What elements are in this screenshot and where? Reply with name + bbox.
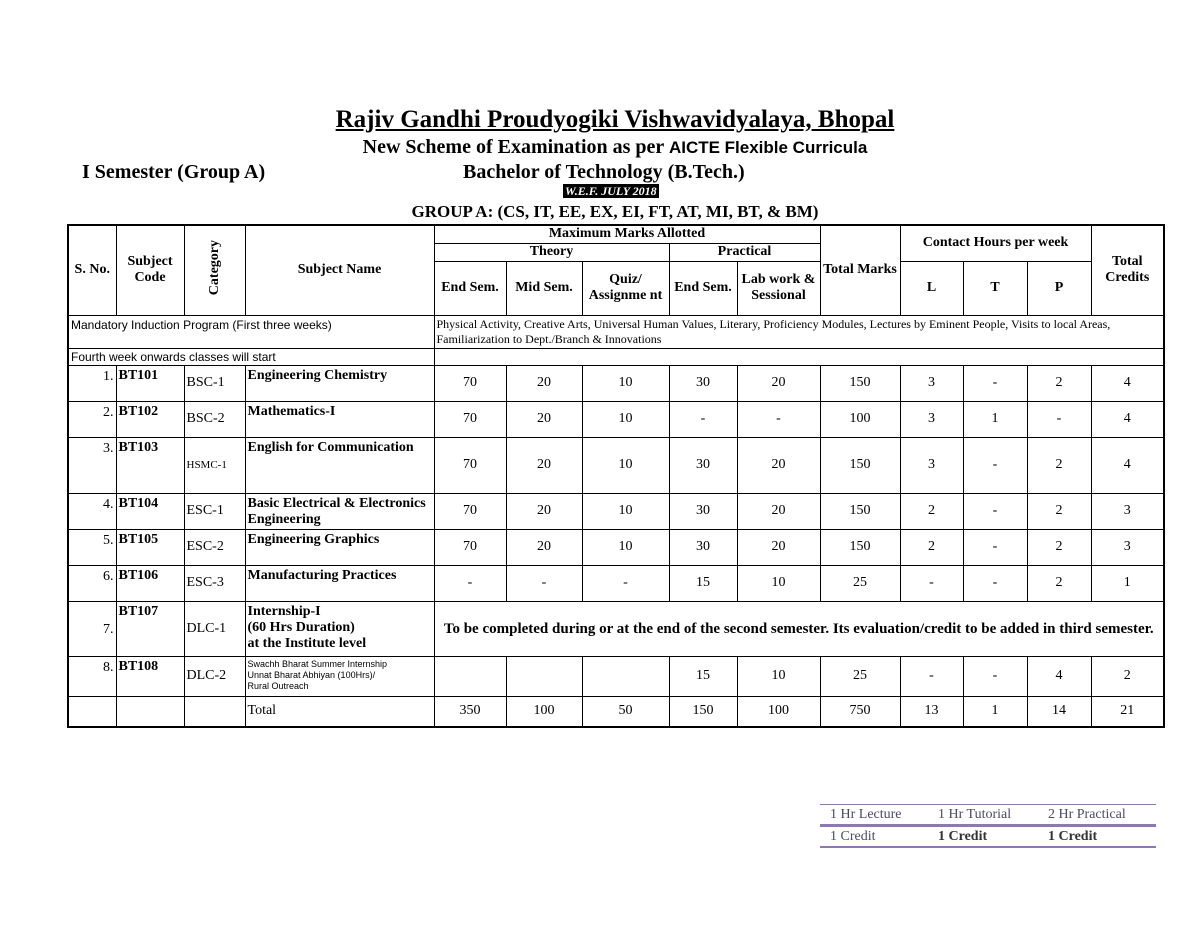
table-row — [68, 365, 1164, 401]
total-end-sem: 350 — [434, 696, 506, 727]
row-P: 2 — [1027, 437, 1091, 493]
scheme-subtitle — [0, 136, 1200, 159]
total-cat-empty — [184, 696, 245, 727]
swachh-line1: Swachh Bharat Summer Internship — [247, 658, 388, 669]
row-L: 2 — [900, 529, 963, 565]
row-L: 3 — [900, 401, 963, 437]
row-code: BT104 — [116, 493, 184, 529]
row-category: ESC-2 — [184, 529, 245, 565]
row-credits: 2 — [1091, 656, 1164, 696]
header-T: T — [963, 261, 1027, 315]
header-theory: Theory — [434, 243, 669, 261]
row-code: BT106 — [116, 565, 184, 601]
row-total-marks: 150 — [820, 493, 900, 529]
row-quiz: - — [582, 565, 669, 601]
row-mid-sem — [506, 656, 582, 696]
row-lab-work: 10 — [737, 565, 820, 601]
row-lab-work: - — [737, 401, 820, 437]
legend-credit-lecture: 1 Credit — [820, 826, 928, 848]
internship-name-line2: (60 Hrs Duration) — [247, 619, 355, 635]
row-P: 2 — [1027, 493, 1091, 529]
row-L: - — [900, 565, 963, 601]
row-code: BT101 — [116, 365, 184, 401]
total-sno-empty — [68, 696, 116, 727]
header-P: P — [1027, 261, 1091, 315]
row-L: - — [900, 656, 963, 696]
total-lab-work: 100 — [737, 696, 820, 727]
row-L: 3 — [900, 365, 963, 401]
table-row — [68, 401, 1164, 437]
row-lab-work: 20 — [737, 437, 820, 493]
row-sno: 3. — [68, 437, 116, 493]
university-title: Rajiv Gandhi Proudyogiki Vishwavidyalaya, Bhopal — [335, 106, 895, 133]
row-L: 3 — [900, 437, 963, 493]
row-mid-sem: - — [506, 565, 582, 601]
row-lab-work: 10 — [737, 656, 820, 696]
row-end-sem: 70 — [434, 437, 506, 493]
row-total-marks: 150 — [820, 529, 900, 565]
scheme-main: New Scheme of Examination as per — [362, 136, 664, 158]
row-total-marks: 25 — [820, 656, 900, 696]
row-practical-end: 30 — [669, 365, 737, 401]
total-mid-sem: 100 — [506, 696, 582, 727]
row-subject: English for Communication — [245, 437, 434, 493]
total-T: 1 — [963, 696, 1027, 727]
row-lab-work: 20 — [737, 529, 820, 565]
row-total-marks: 100 — [820, 401, 900, 437]
scheme-tail: AICTE Flexible Curricula — [668, 138, 868, 157]
row-subject: Engineering Chemistry — [245, 365, 434, 401]
total-L: 13 — [900, 696, 963, 727]
row-lab-work: 20 — [737, 493, 820, 529]
swachh-line2: Unnat Bharat Abhiyan (100Hrs)/ — [247, 669, 376, 680]
header-mid-sem: Mid Sem. — [506, 261, 582, 315]
row-credits: 1 — [1091, 565, 1164, 601]
row-code: BT102 — [116, 401, 184, 437]
row-code: BT103 — [116, 437, 184, 493]
header-max-marks: Maximum Marks Allotted — [434, 225, 820, 243]
row-T: - — [963, 529, 1027, 565]
row-credits: 3 — [1091, 529, 1164, 565]
row-practical-end: 30 — [669, 437, 737, 493]
row-end-sem — [434, 656, 506, 696]
table-row — [68, 656, 1164, 696]
row-code: BT105 — [116, 529, 184, 565]
row-T: - — [963, 656, 1027, 696]
header-quiz: Quiz/ Assignme nt — [582, 261, 669, 315]
category-vertical-label: Category — [206, 240, 222, 296]
total-code-empty — [116, 696, 184, 727]
legend-practical: 2 Hr Practical — [1038, 805, 1156, 826]
swachh-line3: Rural Outreach — [247, 680, 309, 691]
row-T: - — [963, 437, 1027, 493]
table-row — [68, 565, 1164, 601]
row-credits: 4 — [1091, 401, 1164, 437]
header-subject-name: Subject Name — [245, 225, 434, 315]
legend-credit-practical: 1 Credit — [1038, 826, 1156, 848]
header-practical: Practical — [669, 243, 820, 261]
table-row — [68, 601, 1164, 656]
total-credits: 21 — [1091, 696, 1164, 727]
scheme-table — [67, 224, 1165, 728]
row-mid-sem: 20 — [506, 365, 582, 401]
row-P: 4 — [1027, 656, 1091, 696]
header-end-sem: End Sem. — [434, 261, 506, 315]
row-P: 2 — [1027, 565, 1091, 601]
row-end-sem: 70 — [434, 493, 506, 529]
group-heading: GROUP A: (CS, IT, EE, EX, EI, FT, AT, MI, BT, & BM) — [411, 202, 819, 221]
row-practical-end: 15 — [669, 565, 737, 601]
header-L: L — [900, 261, 963, 315]
row-category: DLC-1 — [184, 601, 245, 656]
row-quiz: 10 — [582, 493, 669, 529]
row-mid-sem: 20 — [506, 401, 582, 437]
legend-tutorial: 1 Hr Tutorial — [928, 805, 1038, 826]
row-code: BT108 — [116, 656, 184, 696]
row-sno: 5. — [68, 529, 116, 565]
header-lab-work: Lab work & Sessional — [737, 261, 820, 315]
row-sno: 4. — [68, 493, 116, 529]
fourth-week-empty — [434, 348, 1164, 365]
induction-program-details: Physical Activity, Creative Arts, Universal Human Values, Literary, Proficiency Modules, Lectures by Eminent People, Visits to local Areas, Familiarization to Dept./Branch & Innovations — [434, 315, 1164, 348]
row-end-sem: - — [434, 565, 506, 601]
row-P: 2 — [1027, 365, 1091, 401]
header-contact-hours: Contact Hours per week — [900, 225, 1091, 261]
fourth-week-note: Fourth week onwards classes will start — [68, 348, 434, 365]
table-row — [68, 493, 1164, 529]
row-category: HSMC-1 — [184, 437, 245, 493]
row-end-sem: 70 — [434, 365, 506, 401]
header-sno: S. No. — [68, 225, 116, 315]
credit-legend — [820, 804, 1156, 848]
row-mid-sem: 20 — [506, 437, 582, 493]
row-practical-end: - — [669, 401, 737, 437]
total-quiz: 50 — [582, 696, 669, 727]
row-T: 1 — [963, 401, 1027, 437]
total-label: Total — [245, 696, 434, 727]
row-end-sem: 70 — [434, 529, 506, 565]
row-end-sem: 70 — [434, 401, 506, 437]
row-T: - — [963, 493, 1027, 529]
header-total-marks: Total Marks — [820, 225, 900, 315]
table-row — [68, 437, 1164, 493]
internship-name-line1: Internship-I — [247, 603, 321, 619]
row-L: 2 — [900, 493, 963, 529]
row-T: - — [963, 565, 1027, 601]
row-total-marks: 25 — [820, 565, 900, 601]
row-quiz: 10 — [582, 401, 669, 437]
total-row — [68, 696, 1164, 727]
induction-program-label: Mandatory Induction Program (First three weeks) — [68, 315, 434, 348]
row-subject: Basic Electrical & Electronics Engineering — [245, 493, 434, 529]
row-practical-end: 30 — [669, 529, 737, 565]
row-quiz — [582, 656, 669, 696]
row-practical-end: 30 — [669, 493, 737, 529]
row-quiz: 10 — [582, 529, 669, 565]
row-lab-work: 20 — [737, 365, 820, 401]
row-code: BT107 — [116, 601, 184, 656]
header-practical-end-sem: End Sem. — [669, 261, 737, 315]
row-category: ESC-3 — [184, 565, 245, 601]
row-total-marks: 150 — [820, 365, 900, 401]
row-sno: 7. — [68, 601, 116, 656]
row-credits: 4 — [1091, 437, 1164, 493]
row-P: 2 — [1027, 529, 1091, 565]
wef-badge: W.E.F. JULY 2018 — [565, 184, 657, 198]
row-quiz: 10 — [582, 437, 669, 493]
total-P: 14 — [1027, 696, 1091, 727]
header-total-credits: Total Credits — [1091, 225, 1164, 315]
row-practical-end: 15 — [669, 656, 737, 696]
row-sno: 8. — [68, 656, 116, 696]
semester-label: I Semester (Group A) — [82, 161, 266, 183]
row-P: - — [1027, 401, 1091, 437]
row-credits: 3 — [1091, 493, 1164, 529]
row-credits: 4 — [1091, 365, 1164, 401]
table-row — [68, 529, 1164, 565]
row-category: DLC-2 — [184, 656, 245, 696]
row-subject: Engineering Graphics — [245, 529, 434, 565]
internship-note: To be completed during or at the end of the second semester. Its evaluation/credit to be added in third semester. — [434, 601, 1164, 656]
row-mid-sem: 20 — [506, 529, 582, 565]
legend-lecture: 1 Hr Lecture — [820, 805, 928, 826]
row-total-marks: 150 — [820, 437, 900, 493]
row-T: - — [963, 365, 1027, 401]
row-mid-sem: 20 — [506, 493, 582, 529]
row-subject — [245, 601, 434, 656]
row-sno: 1. — [68, 365, 116, 401]
total-practical-end: 150 — [669, 696, 737, 727]
row-category: BSC-1 — [184, 365, 245, 401]
total-marks: 750 — [820, 696, 900, 727]
row-category: ESC-1 — [184, 493, 245, 529]
row-quiz: 10 — [582, 365, 669, 401]
degree-label: Bachelor of Technology (B.Tech.) — [463, 161, 745, 183]
header-category — [184, 225, 245, 315]
row-sno: 2. — [68, 401, 116, 437]
row-subject — [245, 656, 434, 696]
internship-name-line3: at the Institute level — [247, 635, 367, 651]
legend-credit-tutorial: 1 Credit — [928, 826, 1038, 848]
row-subject: Mathematics-I — [245, 401, 434, 437]
row-category: BSC-2 — [184, 401, 245, 437]
row-sno: 6. — [68, 565, 116, 601]
row-subject: Manufacturing Practices — [245, 565, 434, 601]
header-subject-code: Subject Code — [116, 225, 184, 315]
